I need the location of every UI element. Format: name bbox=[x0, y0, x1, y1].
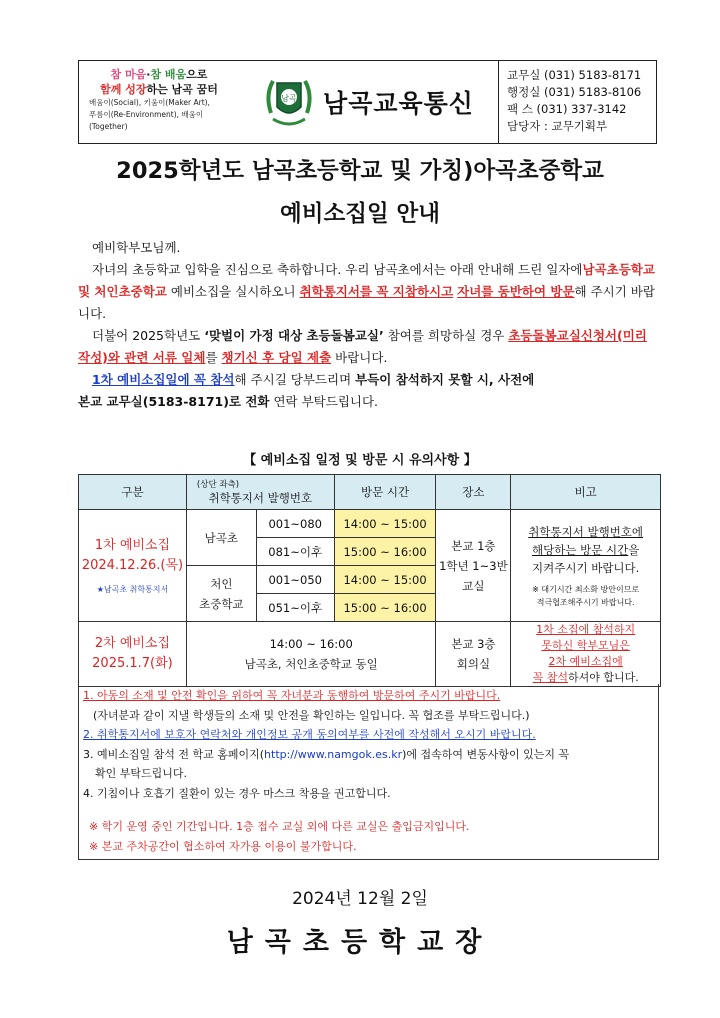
second-remark-cell: 1차 소집에 참석하지 못하신 학부모님은 2차 예비소집에 꼭 참석하셔야 합니다. bbox=[511, 622, 661, 687]
note-1: 1. 아동의 소재 및 안전 확인을 위하여 꼭 자녀분과 동행하여 방문하여 주시기 바랍니다. bbox=[83, 689, 501, 702]
range-cell: 051~이후 bbox=[256, 594, 334, 622]
values-line-2: 푸름이(Re-Environment), 배움이(Together) bbox=[89, 110, 204, 131]
contact-line: 교무실 (031) 5183-8171 bbox=[507, 68, 642, 82]
school-emblem-icon bbox=[263, 73, 315, 131]
header-notice-number: (상단 좌측) 취학통지서 발행번호 bbox=[186, 475, 334, 510]
note-4: 4. 기침이나 호흡기 질환이 있는 경우 마스크 착용을 권고합니다. bbox=[83, 786, 391, 800]
first-call-cell: 1차 예비소집 2024.12.26.(목) ★남곡초 취학통지서 bbox=[79, 510, 187, 622]
header-remarks: 비고 bbox=[511, 475, 661, 510]
second-place-cell: 본교 3층 회의실 bbox=[436, 622, 511, 687]
note-3-cont: 확인 부탁드립니다. bbox=[95, 767, 188, 780]
school-namgok: 남곡초 bbox=[186, 510, 256, 566]
note-3: 3. 예비소집일 참석 전 학교 홈페이지(http://www.namgok.es.kr)에 접속하여 변동사항이 있는지 꼭 bbox=[83, 747, 570, 761]
body-paragraphs bbox=[78, 237, 663, 413]
homepage-link[interactable]: http://www.namgok.es.kr bbox=[264, 747, 403, 761]
slogan-line-2: 함께 성장하는 남곡 꿈터 bbox=[100, 83, 218, 96]
signer: 남곡초등학교장 bbox=[226, 927, 494, 958]
second-call-cell: 2차 예비소집 2025.1.7(화) bbox=[79, 622, 187, 687]
schedule-table bbox=[78, 474, 661, 687]
time-cell: 15:00 ~ 16:00 bbox=[334, 538, 436, 566]
contact-line: 행정실 (031) 5183-8106 bbox=[507, 85, 642, 99]
contact-line: 팩 스 (031) 337-3142 bbox=[507, 102, 627, 116]
document-title-line-2: 예비소집일 안내 bbox=[280, 201, 440, 227]
header-place: 장소 bbox=[436, 475, 511, 510]
contact-info bbox=[498, 61, 656, 143]
contact-line: 담당자 : 교무기획부 bbox=[507, 119, 608, 133]
range-cell: 001~080 bbox=[256, 510, 334, 538]
time-cell: 14:00 ~ 15:00 bbox=[334, 510, 436, 538]
note-2: 2. 취학통지서에 보호자 연락처와 개인정보 공개 동의여부를 사전에 작성해서 오시기 바랍니다. bbox=[83, 728, 536, 741]
range-cell: 001~050 bbox=[256, 566, 334, 594]
note-1-sub: (자녀분과 같이 지낼 학생들의 소재 및 안전을 확인하는 일입니다. 꼭 협조를 부탁드립니다.) bbox=[93, 708, 530, 722]
time-cell: 14:00 ~ 15:00 bbox=[334, 566, 436, 594]
emblem-text: 남곡 bbox=[281, 94, 297, 103]
header-visit-time: 방문 시간 bbox=[334, 475, 436, 510]
range-cell: 081~이후 bbox=[256, 538, 334, 566]
document-title-line-1: 2025학년도 남곡초등학교 및 가칭)아곡초중학교 bbox=[116, 158, 604, 184]
header-category: 구분 bbox=[79, 475, 187, 510]
document-date: 2024년 12월 2일 bbox=[292, 889, 428, 909]
warning-2: ※ 본교 주차공간이 협소하여 자가용 이용이 불가합니다. bbox=[89, 839, 357, 853]
table-row bbox=[79, 622, 661, 687]
newsletter-title-block bbox=[239, 61, 498, 143]
greeting: 예비학부모님께. bbox=[92, 240, 181, 255]
second-time-cell: 14:00 ~ 16:00 남곡초, 처인초중학교 동일 bbox=[186, 622, 436, 687]
paragraph-1: 자녀의 초등학교 입학을 진심으로 축하합니다. 우리 남곡초에서는 아래 안내해 드린 일자에남곡초등학교 및 처인초중학교 예비소집을 실시하오니 취학통지서를 꼭 지참하시고 자녀를 동반하여 방문해 주시기 바랍니다. bbox=[78, 262, 655, 321]
paragraph-2: 더불어 2025학년도 ‘맞벌이 가정 대상 초등돌봄교실’ 참여를 희망하실 경우 초등돌봄교실신청서(미리 작성)와 관련 서류 일체를 챙기신 후 당일 제출 바랍니다. bbox=[78, 328, 647, 365]
paragraph-3: 1차 예비소집일에 꼭 참석해 주시길 당부드리며 부득이 참석하지 못할 시, 사전에 본교 교무실(5183-8171)로 전화 연락 부탁드립니다. bbox=[78, 372, 535, 409]
schedule-section-title: 【 예비소집 일정 및 방문 시 유의사항 】 bbox=[243, 453, 477, 468]
newsletter-header bbox=[78, 60, 657, 144]
time-cell: 15:00 ~ 16:00 bbox=[334, 594, 436, 622]
table-header-row bbox=[79, 475, 661, 510]
school-slogan bbox=[79, 61, 239, 143]
first-place-cell: 본교 1층 1학년 1~3반 교실 bbox=[436, 510, 511, 622]
table-row bbox=[79, 510, 661, 538]
notes-box bbox=[78, 684, 659, 860]
school-cheoin: 처인 초중학교 bbox=[186, 566, 256, 622]
newsletter-name: 남곡교육통신 bbox=[323, 89, 474, 118]
slogan-line-1: 참 마음·참 배움으로 bbox=[110, 68, 208, 81]
first-remark-cell: 취학통지서 발행번호에 해당하는 방문 시간을 지켜주시기 바랍니다. ※ 대기시간 최소화 방안이므로 적극협조해주시기 바랍니다. bbox=[511, 510, 661, 622]
values-line-1: 배움이(Social), 키움이(Maker Art), bbox=[89, 98, 210, 107]
warning-1: ※ 학기 운영 중인 기간입니다. 1층 접수 교실 외에 다른 교실은 출입금지입니다. bbox=[89, 820, 470, 833]
